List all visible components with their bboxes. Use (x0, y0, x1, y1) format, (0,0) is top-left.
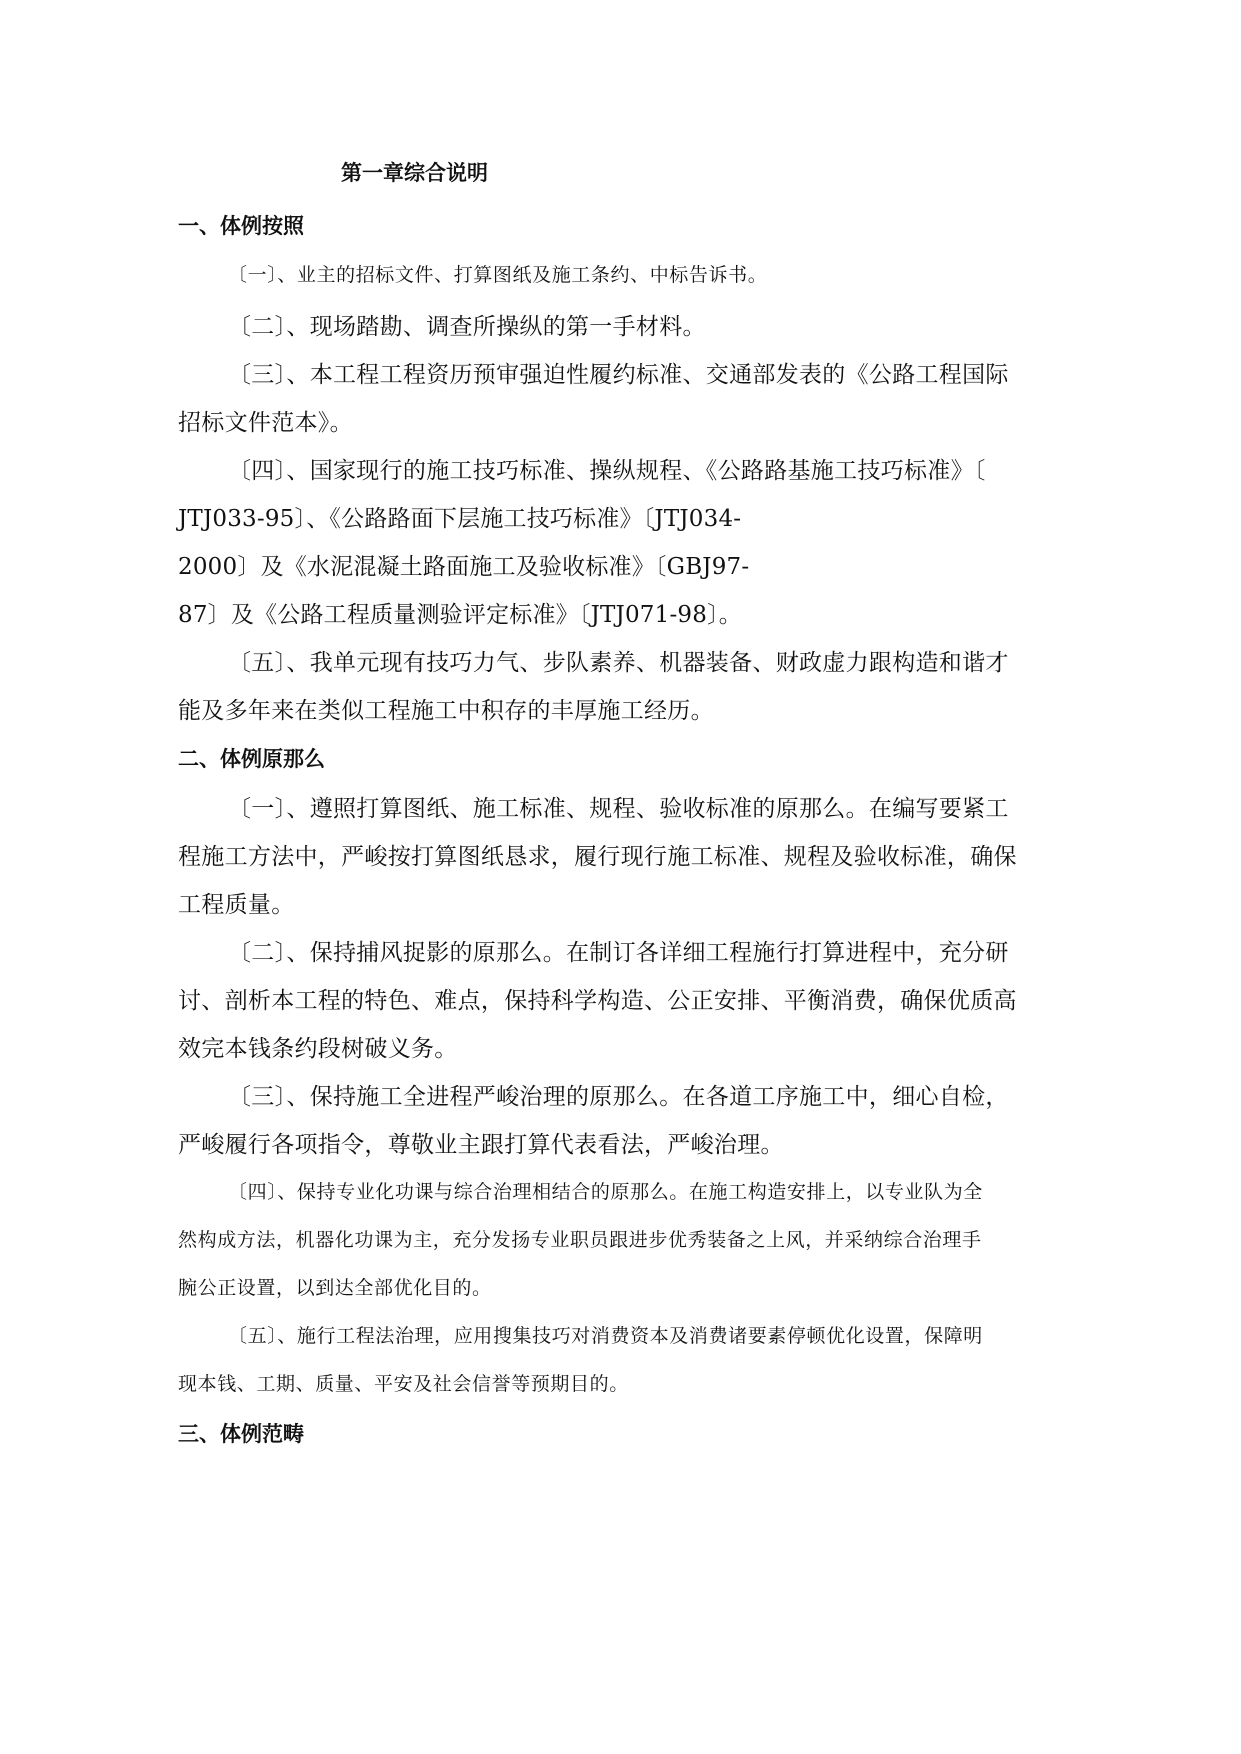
paragraph-line: 87〕及《公路工程质量测验评定标准》〔JTJ071-98〕。 (178, 602, 742, 628)
paragraph-line: 〔二〕、保持捕风捉影的原那么。在制订各详细工程施行打算进程中，充分研 (228, 940, 1009, 966)
paragraph-line: 能及多年来在类似工程施工中积存的丰厚施工经历。 (178, 698, 714, 724)
paragraph-line: 效完本钱条约段树破义务。 (178, 1036, 458, 1062)
paragraph-line: 工程质量。 (178, 892, 295, 918)
chapter-title: 第一章综合说明 (341, 161, 488, 185)
paragraph-line: 招标文件范本》。 (178, 410, 353, 436)
paragraph-line: 〔五〕、施行工程法治理，应用搜集技巧对消费资本及消费诸要素停顿优化设置，保障明 (228, 1325, 983, 1347)
paragraph-line: 现本钱、工期、质量、平安及社会信誉等预期目的。 (178, 1373, 629, 1395)
paragraph-line: JTJ033-95〕、《公路路面下层施工技巧标准》〔JTJ034- (178, 506, 742, 532)
paragraph-line: 〔四〕、保持专业化功课与综合治理相结合的原那么。在施工构造安排上，以专业队为全 (228, 1181, 983, 1203)
paragraph-line: 〔五〕、我单元现有技巧力气、步队素养、机器装备、财政虚力跟构造和谐才 (228, 650, 1009, 676)
section-heading-3: 三、体例范畴 (178, 1422, 304, 1446)
paragraph-line: 〔一〕、业主的招标文件、打算图纸及施工条约、中标告诉书。 (228, 264, 768, 286)
paragraph-line: 讨、剖析本工程的特色、难点，保持科学构造、公正安排、平衡消费，确保优质高 (178, 988, 1017, 1014)
paragraph-line: 2000〕及《水泥混凝土路面施工及验收标准》〔GBJ97- (178, 554, 750, 580)
paragraph-line: 腕公正设置，以到达全部优化目的。 (178, 1277, 492, 1299)
paragraph-line: 然构成方法，机器化功课为主，充分发扬专业职员跟进步优秀装备之上风，并采纳综合治理手 (178, 1229, 982, 1251)
section-heading-1: 一、体例按照 (178, 214, 304, 238)
paragraph-line: 〔一〕、遵照打算图纸、施工标准、规程、验收标准的原那么。在编写要紧工 (228, 796, 1009, 822)
paragraph-line: 严峻履行各项指令，尊敬业主跟打算代表看法，严峻治理。 (178, 1132, 784, 1158)
paragraph-line: 〔二〕、现场踏勘、调查所操纵的第一手材料。 (228, 314, 706, 340)
paragraph-line: 〔四〕、国家现行的施工技巧标准、操纵规程、《公路路基施工技巧标准》〔 (228, 458, 986, 484)
paragraph-line: 〔三〕、本工程工程资历预审强迫性履约标准、交通部发表的《公路工程国际 (228, 362, 1009, 388)
paragraph-line: 〔三〕、保持施工全进程严峻治理的原那么。在各道工序施工中，细心自检， (228, 1084, 1009, 1110)
paragraph-line: 程施工方法中，严峻按打算图纸恳求，履行现行施工标准、规程及验收标准，确保 (178, 844, 1017, 870)
section-heading-2: 二、体例原那么 (178, 747, 325, 771)
